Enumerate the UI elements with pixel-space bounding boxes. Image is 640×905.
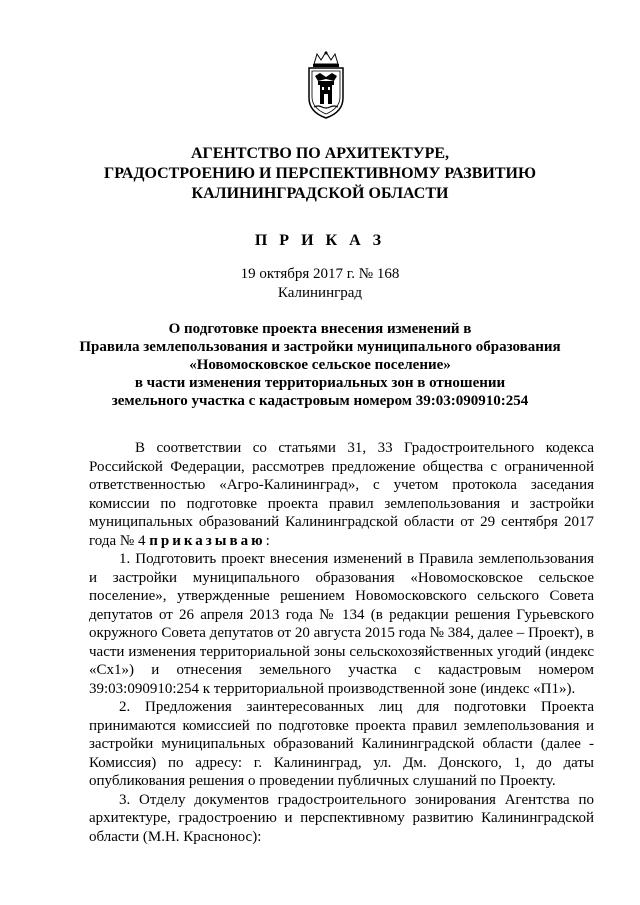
preamble-text: В соответствии со статьями 31, 33 Градостроительного кодекса Российской Федерации, рассмотрев предложение общества с ограниченной ответственностью «Агро-Калининград», с учетом протокола заседания комиссии по подготовке проекта правил землепользования и застройки муниципальных образований Калининградской области от 29 сентября 2017 года № 4	[89, 440, 594, 549]
agency-header	[60, 144, 580, 204]
order-subject	[60, 320, 580, 410]
order-body	[89, 439, 594, 846]
order-date-number: 19 октября 2017 г. № 168	[240, 266, 400, 282]
subject-line-3: «Новомосковское сельское поселение»	[189, 357, 451, 373]
preamble-paragraph	[89, 439, 594, 550]
order-item-1: 1. Подготовить проект внесения изменений в Правила землепользования и застройки муниципального образования «Новомосковское сельское поселение», утвержденные решением Новомосковского сельского Совета депутатов от 26 апреля 2013 года № 134 (в редакции решения Гурьевского окружного Совета депутатов от 20 августа 2015 года № 384, далее – Проект), в части изменения территориальной зоны сельскохозяйственных угодий (индекс «Сх1») и отнесения земельного участка с кадастровым номером 39:03:090910:254 к территориальной производственной зоне (индекс «П1»).	[89, 551, 594, 697]
order-item-2: 2. Предложения заинтересованных лиц для подготовки Проекта принимаются комиссией по подготовке проекта правил землепользования и застройки муниципальных образований Калининградской области (далее - Комиссия) по адресу: г. Калининград, ул. Дм. Донского, 1, до даты опубликования решения о проведении публичных слушаний по Проекту.	[89, 699, 594, 789]
order-item-3: 3. Отделу документов градостроительного зонирования Агентства по архитектуре, градостроению и перспективному развитию Калининградской области (М.Н. Краснонос):	[89, 791, 594, 845]
preamble-end: :	[265, 532, 270, 549]
subject-line-5: земельного участка с кадастровым номером 39:03:090910:254	[111, 393, 529, 409]
agency-name-line-2: ГРАДОСТРОЕНИЮ И ПЕРСПЕКТИВНОМУ РАЗВИТИЮ	[104, 165, 536, 182]
order-title: П Р И К А З	[254, 232, 386, 249]
agency-name-line-3: КАЛИНИНГРАДСКОЙ ОБЛАСТИ	[191, 185, 449, 202]
agency-name-line-1: АГЕНТСТВО ПО АРХИТЕКТУРЕ,	[190, 145, 450, 162]
coat-of-arms-icon	[301, 50, 351, 120]
command-word: приказываю	[149, 532, 266, 549]
subject-line-4: в части изменения территориальных зон в отношении	[134, 375, 506, 391]
order-meta	[60, 265, 580, 303]
order-city: Калининград	[277, 285, 363, 301]
subject-line-1: О подготовке проекта внесения изменений в	[168, 321, 472, 337]
subject-line-2: Правила землепользования и застройки муниципального образования	[79, 339, 561, 355]
